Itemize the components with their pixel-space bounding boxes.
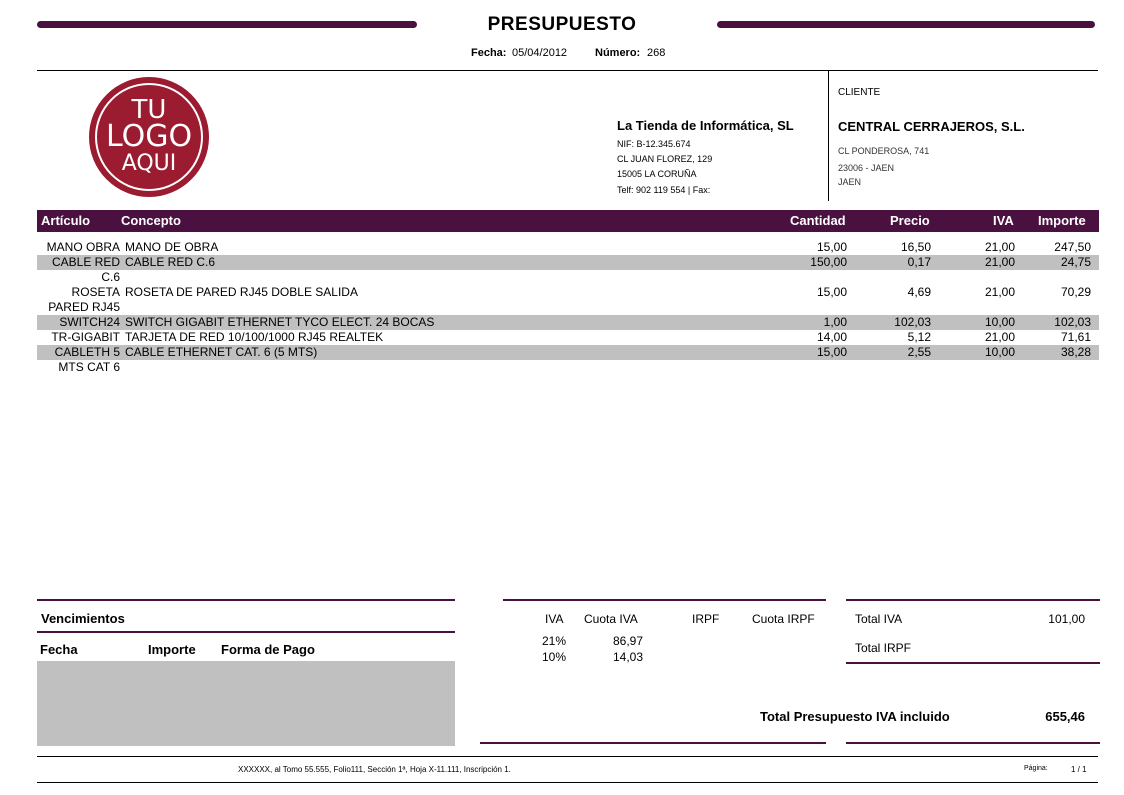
company-city: 15005 LA CORUÑA — [617, 169, 697, 179]
row-article: ROSETA PARED RJ45 — [48, 285, 120, 314]
tax-rate: 10% — [541, 650, 566, 664]
vencimientos-top-line — [37, 599, 455, 601]
row-concept: ROSETA DE PARED RJ45 DOBLE SALIDA — [125, 285, 358, 299]
totals-mid-line — [846, 662, 1100, 664]
logo-line-3: AQUI — [121, 151, 177, 176]
row-concept: MANO DE OBRA — [125, 240, 219, 254]
total-irpf-label: Total IRPF — [855, 641, 912, 655]
row-iva: 21,00 — [984, 330, 1015, 344]
client-address: CL PONDEROSA, 741 — [838, 146, 930, 156]
client-province: JAEN — [838, 177, 862, 187]
document-title: PRESUPUESTO — [487, 14, 637, 35]
row-iva: 10,00 — [984, 345, 1015, 359]
row-article: CABLETH 5 MTS CAT 6 — [37, 345, 120, 375]
fecha-value: 05/04/2012 — [512, 47, 568, 59]
company-logo — [89, 77, 209, 197]
row-amount: 102,03 — [1054, 315, 1091, 329]
tax-cuota-iva-header: Cuota IVA — [584, 612, 638, 626]
row-price: 4,69 — [907, 285, 931, 299]
table-row — [37, 345, 1099, 374]
client-label: CLIENTE — [838, 87, 881, 98]
total-iva-value: 101,00 — [1048, 612, 1085, 626]
row-qty: 1,00 — [823, 315, 847, 329]
row-concept: TARJETA DE RED 10/100/1000 RJ45 REALTEK — [125, 330, 384, 344]
footer-page-value: 1 / 1 — [1071, 765, 1087, 774]
col-iva: IVA — [993, 213, 1014, 228]
row-amount: 24,75 — [1060, 255, 1091, 269]
row-price: 16,50 — [900, 240, 931, 254]
row-qty: 15,00 — [816, 285, 847, 299]
tax-iva-header: IVA — [545, 612, 564, 626]
col-concepto: Concepto — [121, 213, 181, 228]
company-name: La Tienda de Informática, SL — [617, 118, 794, 133]
row-iva: 21,00 — [984, 240, 1015, 254]
grand-total-label: Total Presupuesto IVA incluido — [760, 709, 950, 724]
col-articulo: Artículo — [41, 213, 91, 228]
tax-cuota-irpf-header: Cuota IRPF — [752, 612, 815, 626]
row-price: 102,03 — [894, 315, 931, 329]
tax-top-line — [503, 599, 826, 601]
row-article: MANO OBRA — [46, 240, 120, 254]
footer-bottom-line — [37, 782, 1098, 783]
row-article: CABLE RED C.6 — [51, 255, 120, 284]
client-city: 23006 - JAEN — [838, 163, 895, 173]
numero-label: Número: — [595, 47, 641, 59]
totals-top-line — [846, 599, 1100, 601]
numero-value: 268 — [647, 47, 666, 59]
header-divider — [37, 70, 1098, 71]
footer-top-line — [37, 756, 1098, 757]
vencimientos-fecha: Fecha — [40, 642, 78, 657]
vencimientos-forma-pago: Forma de Pago — [221, 642, 315, 657]
company-address: CL JUAN FLOREZ, 129 — [617, 154, 713, 164]
row-concept: CABLE RED C.6 — [125, 255, 216, 269]
company-nif: NIF: B-12.345.674 — [617, 139, 691, 149]
total-iva-label: Total IVA — [855, 612, 903, 626]
fecha-label: Fecha: — [471, 47, 507, 59]
footer-page-label: Página: — [1024, 765, 1048, 772]
vencimientos-title: Vencimientos — [41, 611, 125, 626]
footer-registry: XXXXXX, al Tomo 55.555, Folio111, Sección 1ª, Hoja X-11.111, Inscripción 1. — [238, 765, 511, 774]
row-amount: 71,61 — [1060, 330, 1091, 344]
row-concept: CABLE ETHERNET CAT. 6 (5 MTS) — [125, 345, 318, 359]
tax-rate: 21% — [541, 634, 566, 648]
row-amount: 38,28 — [1060, 345, 1091, 359]
tax-cuota: 86,97 — [612, 634, 643, 648]
row-qty: 150,00 — [810, 255, 847, 269]
row-amount: 70,29 — [1060, 285, 1091, 299]
row-amount: 247,50 — [1054, 240, 1091, 254]
table-row — [37, 315, 1099, 330]
grand-total-value: 655,46 — [1045, 709, 1085, 724]
vencimientos-header-line — [37, 631, 455, 633]
col-precio: Precio — [890, 213, 930, 228]
table-row — [37, 240, 1099, 255]
logo-line-2: LOGO — [105, 119, 193, 154]
logo-line-1: TU — [131, 95, 167, 125]
col-importe: Importe — [1038, 213, 1086, 228]
row-price: 2,55 — [907, 345, 931, 359]
table-row — [37, 285, 1099, 315]
row-article: TR-GIGABIT — [51, 330, 120, 344]
tax-irpf-header: IRPF — [692, 612, 720, 626]
vencimientos-importe: Importe — [148, 642, 196, 657]
company-phone: Telf: 902 119 554 | Fax: — [617, 185, 711, 195]
row-qty: 14,00 — [816, 330, 847, 344]
tax-cuota: 14,03 — [612, 650, 643, 664]
tax-bottom-line — [480, 742, 826, 744]
col-cantidad: Cantidad — [790, 213, 846, 228]
items-table-header — [37, 210, 1099, 232]
totals-bottom-line — [846, 742, 1100, 744]
vencimientos-body — [37, 661, 455, 746]
table-row — [37, 255, 1099, 284]
table-row — [37, 330, 1099, 345]
row-qty: 15,00 — [816, 345, 847, 359]
row-price: 0,17 — [907, 255, 931, 269]
row-qty: 15,00 — [816, 240, 847, 254]
row-iva: 10,00 — [984, 315, 1015, 329]
row-price: 5,12 — [907, 330, 931, 344]
row-article: SWITCH24 — [59, 315, 120, 329]
client-divider — [828, 70, 829, 201]
row-iva: 21,00 — [984, 285, 1015, 299]
row-concept: SWITCH GIGABIT ETHERNET TYCO ELECT. 24 BOCAS — [125, 315, 435, 329]
row-iva: 21,00 — [984, 255, 1015, 269]
client-name: CENTRAL CERRAJEROS, S.L. — [838, 119, 1025, 134]
